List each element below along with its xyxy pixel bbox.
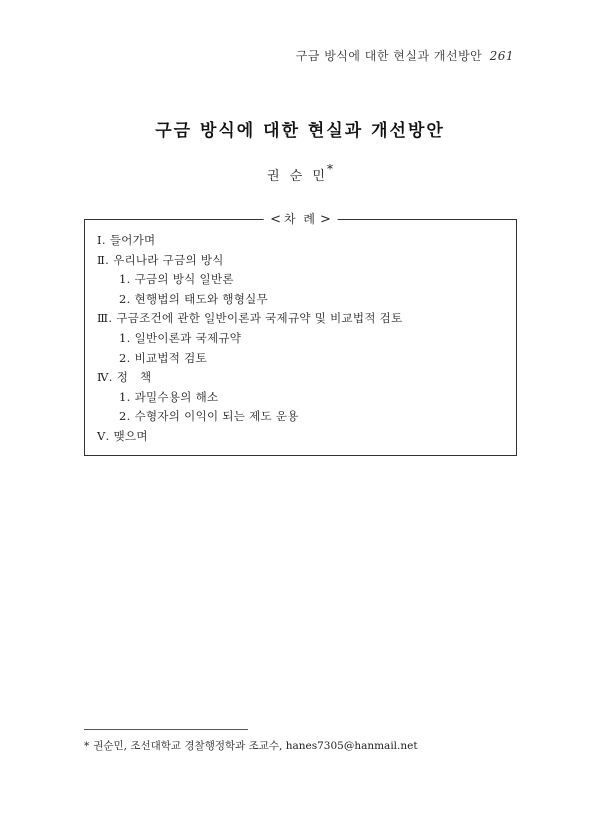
article-title: 구금 방식에 대한 현실과 개선방안 <box>155 121 445 141</box>
running-title: 구금 방식에 대한 현실과 개선방안 <box>295 49 483 63</box>
table-of-contents <box>84 212 517 456</box>
toc-subsection-4-2 <box>97 407 508 427</box>
toc-caption <box>263 210 338 229</box>
footnote-mark: * <box>84 740 90 752</box>
author-footnote <box>84 738 418 753</box>
toc-section-4 <box>97 368 508 388</box>
toc-list <box>97 231 508 447</box>
toc-bracket-right: > <box>320 212 331 227</box>
toc-item-text: 들어가며 <box>109 233 156 247</box>
toc-item-number: 1. <box>119 389 131 404</box>
toc-bracket-left: < <box>270 212 281 227</box>
toc-item-number: Ⅳ. <box>97 370 113 385</box>
toc-section-5 <box>97 427 508 447</box>
toc-subsection-3-2 <box>97 349 508 369</box>
toc-item-text: 구금의 방식 일반론 <box>134 272 234 287</box>
toc-item-text: 우리나라 구금의 방식 <box>113 252 224 267</box>
toc-item-text: 정 책 <box>116 370 152 385</box>
toc-item-text: 일반이론과 국제규약 <box>134 330 242 345</box>
toc-item-text: 구금조건에 관한 일반이론과 국제규약 및 비교법적 검토 <box>116 311 403 326</box>
toc-item-text: 수형자의 이익이 되는 제도 운용 <box>134 409 299 424</box>
toc-subsection-4-1 <box>97 388 508 408</box>
toc-section-1 <box>97 231 508 251</box>
toc-item-number: 2. <box>119 409 131 424</box>
toc-item-number: Ⅴ. <box>97 428 110 443</box>
toc-subsection-3-1 <box>97 329 508 349</box>
toc-item-text: 현행법의 태도와 행형실무 <box>134 291 268 306</box>
toc-subsection-2-1 <box>97 270 508 290</box>
toc-item-number: 1. <box>119 272 131 287</box>
toc-item-number: Ⅲ. <box>97 311 113 326</box>
author-line <box>0 162 600 184</box>
toc-caption-text: 차 례 <box>284 212 317 226</box>
toc-section-3 <box>97 309 508 329</box>
toc-subsection-2-2 <box>97 290 508 310</box>
author-footnote-mark: * <box>326 162 333 176</box>
footnote-divider <box>84 729 248 730</box>
toc-item-number: Ⅱ. <box>97 252 110 267</box>
toc-item-number: 1. <box>119 330 131 345</box>
toc-section-2 <box>97 251 508 271</box>
toc-item-text: 과밀수용의 해소 <box>134 389 219 404</box>
toc-item-text: 맺으며 <box>113 428 148 443</box>
author-name: 권 순 민 <box>267 169 328 184</box>
running-header <box>296 47 514 64</box>
toc-item-number: 2. <box>119 291 131 306</box>
toc-item-number: 2. <box>119 350 131 365</box>
toc-item-number: Ⅰ. <box>97 233 106 247</box>
footnote-text: 권순민, 조선대학교 경찰행정학과 조교수, hanes7305@hanmail.net <box>93 740 418 752</box>
toc-item-text: 비교법적 검토 <box>134 350 207 365</box>
page-number: 261 <box>489 49 514 63</box>
